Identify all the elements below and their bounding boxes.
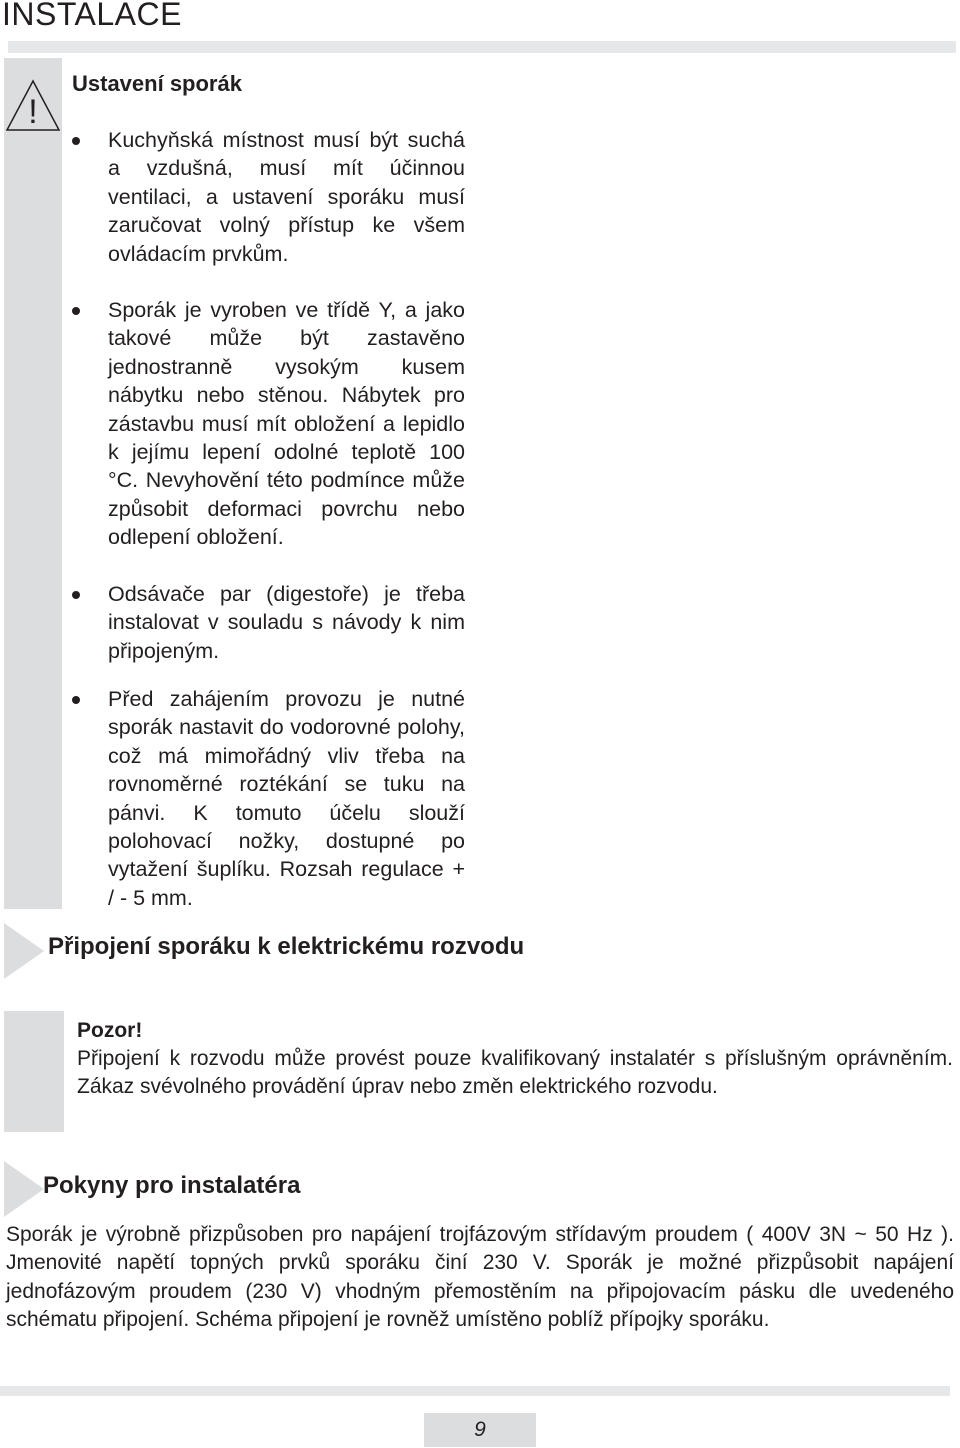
bullet-icon	[72, 696, 80, 704]
page-number: 9	[474, 1418, 486, 1441]
bullet-list	[70, 126, 465, 912]
section-title-pokyny: Pokyny pro instalatéra	[43, 1172, 301, 1199]
svg-text:!: !	[28, 93, 38, 131]
installer-paragraph: Sporák je výrobně přizpůsoben pro napájení trojfázovým střídavým proudem ( 400V 3N ~ 50 Hz ). Jmenovité napětí topných prvků sporáku činí 230 V. Sporák je možné přizpůsobit napájení jednofázovým proudem (230 V) vhodným přemostěním na připojovacím pásku dle uvedeného schématu připojení. Schéma připojení je rovněž umístěno poblíž přípojky sporáku.	[6, 1223, 954, 1332]
list-item	[70, 296, 465, 552]
bottom-rule	[0, 1386, 950, 1396]
list-item-text: Sporák je vyroben ve třídě Y, a jako takové může být zastavěno jednostranně vysokým kusem nábytku nebo stěnou. Nábytek pro zástavbu musí mít obložení a lepidlo k jejímu lepení odolné teplotě 100 °C. Nevyhovění této podmínce může způsobit deformaci povrchu nebo odlepení obložení.	[108, 298, 465, 550]
section-arrow-icon	[4, 923, 44, 979]
warning-triangle-icon	[4, 78, 62, 134]
list-item	[70, 126, 465, 268]
list-item-text: Kuchyňská místnost musí být suchá a vzdušná, musí mít účinnou ventilaci, a ustavení sporáku musí zaručovat volný přístup ke všem ovládacím prvkům.	[108, 128, 465, 266]
bullet-icon	[72, 591, 80, 599]
notice-title: Pozor!	[77, 1019, 143, 1042]
bullet-icon	[72, 137, 80, 145]
page-title: INSTALACE	[2, 0, 182, 32]
bullet-icon	[72, 307, 80, 315]
list-item-text: Odsávače par (digestoře) je třeba instalovat v souladu s návody k nim připojeným.	[108, 581, 465, 663]
top-rule	[8, 41, 956, 53]
list-item	[70, 685, 465, 912]
side-band	[4, 58, 62, 909]
section-title-pripojeni: Připojení sporáku k elektrickému rozvodu	[48, 933, 525, 960]
list-item-text: Před zahájením provozu je nutné sporák nastavit do vodorovné polohy, což má mimořádný vliv třeba na rovnoměrné roztékání se tuku na pánvi. K tomuto účelu slouží polohovací nožky, dostupné po vytažení šuplíku. Rozsah regulace + / - 5 mm.	[108, 686, 465, 910]
section-arrow-icon	[4, 1161, 44, 1217]
list-item	[70, 580, 465, 665]
notice-band	[4, 1011, 64, 1132]
section-title-ustaveni: Ustavení sporák	[72, 71, 242, 96]
page-number-box	[424, 1413, 536, 1447]
notice-text: Připojení k rozvodu může provést pouze kvalifikovaný instalatér s příslušným oprávněním. Zákaz svévolného provádění úprav nebo změn elektrického rozvodu.	[77, 1047, 953, 1098]
